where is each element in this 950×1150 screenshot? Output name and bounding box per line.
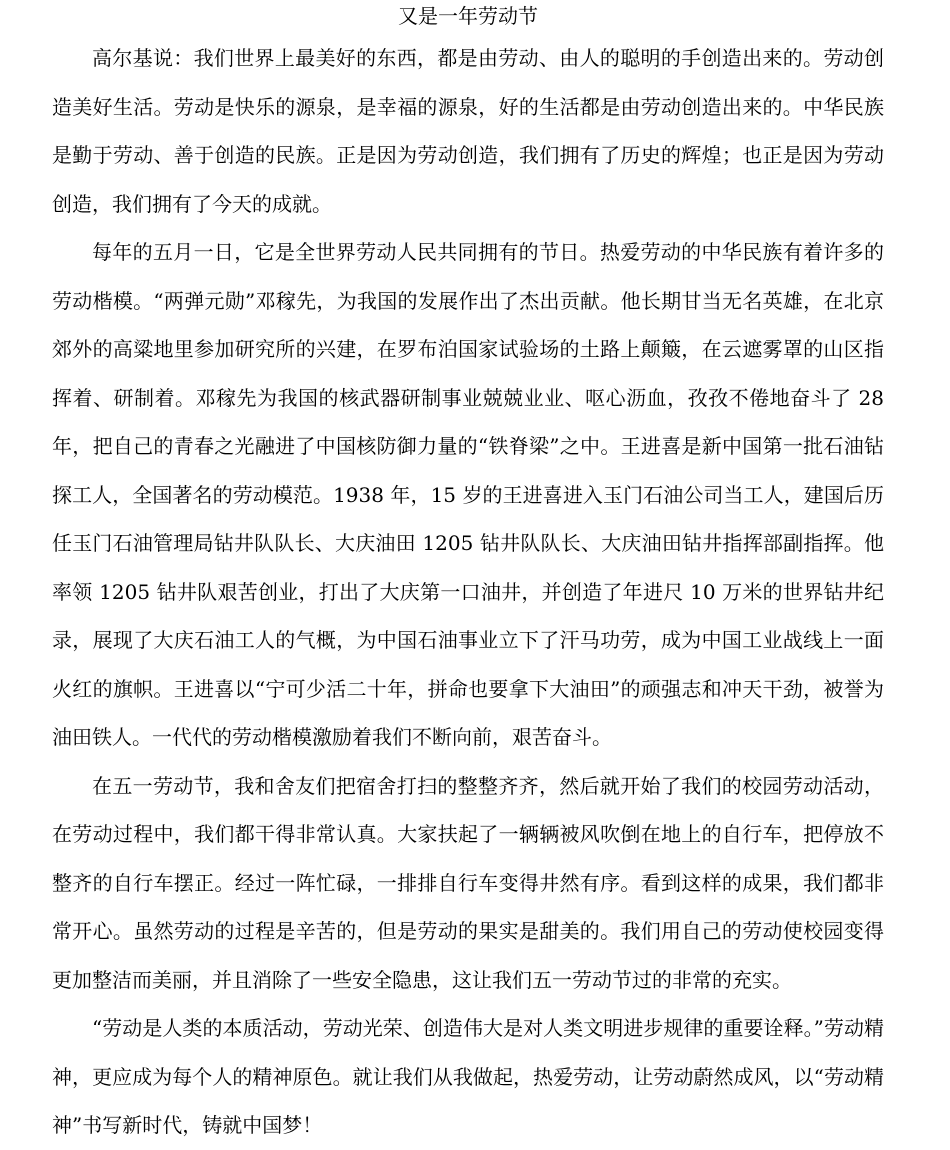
document-title: 又是一年劳动节 [398,4,538,28]
paragraph-campus-labor: 在五一劳动节，我和舍友们把宿舍打扫的整整齐齐，然后就开始了我们的校园劳动活动，在劳动过程中，我们都干得非常认真。大家扶起了一辆辆被风吹倒在地上的自行车，把停放不整齐的自行车摆正。经过一阵忙碌，一排排自行车变得井然有序。看到这样的成果，我们都非常开心。虽然劳动的过程是辛苦的，但是劳动的果实是甜美的。我们用自己的劳动使校园变得更加整洁而美丽，并且消除了一些安全隐患，这让我们五一劳动节过的非常的充实。 [52,773,884,992]
paragraph-labor-models: 每年的五月一日，它是全世界劳动人民共同拥有的节日。热爱劳动的中华民族有着许多的劳动楷模。“两弹元勋”邓稼先，为我国的发展作出了杰出贡献。他长期甘当无名英雄，在北京郊外的高粱地里参加研究所的兴建，在罗布泊国家试验场的土路上颠簸，在云遮雾罩的山区指挥着、研制着。邓稼先为我国的核武器研制事业兢兢业业、呕心沥血，孜孜不倦地奋斗了 28 年，把自己的青春之光融进了中国核防御力量的“铁脊梁”之中。王进喜是新中国第一批石油钻探工人，全国著名的劳动模范。1938 年，15 岁的王进喜进入玉门石油公司当工人，建国后历任玉门石油管理局钻井队队长、大庆油田 1205 钻井队队长、大庆油田钻井指挥部副指挥。他率领 1205 钻井队艰苦创业，打出了大庆第一口油井，并创造了年进尺 10 万米的世界钻井纪录，展现了大庆石油工人的气概，为中国石油事业立下了汗马功劳，成为中国工业战线上一面火红的旗帜。王进喜以“宁可少活二十年，拼命也要拿下大油田”的顽强志和冲天干劲，被誉为油田铁人。一代代的劳动楷模激励着我们不断向前，艰苦奋斗。 [52,240,884,749]
paragraph-conclusion: “劳动是人类的本质活动，劳动光荣、创造伟大是对人类文明进步规律的重要诠释。”劳动精神，更应成为每个人的精神原色。就让我们从我做起，热爱劳动，让劳动蔚然成风，以“劳动精神”书写新时代，铸就中国梦！ [52,1016,884,1137]
paragraph-gorky-quote: 高尔基说：我们世界上最美好的东西，都是由劳动、由人的聪明的手创造出来的。劳动创造美好生活。劳动是快乐的源泉，是幸福的源泉，好的生活都是由劳动创造出来的。中华民族是勤于劳动、善于创造的民族。正是因为劳动创造，我们拥有了历史的辉煌；也正是因为劳动创造，我们拥有了今天的成就。 [52,46,884,216]
